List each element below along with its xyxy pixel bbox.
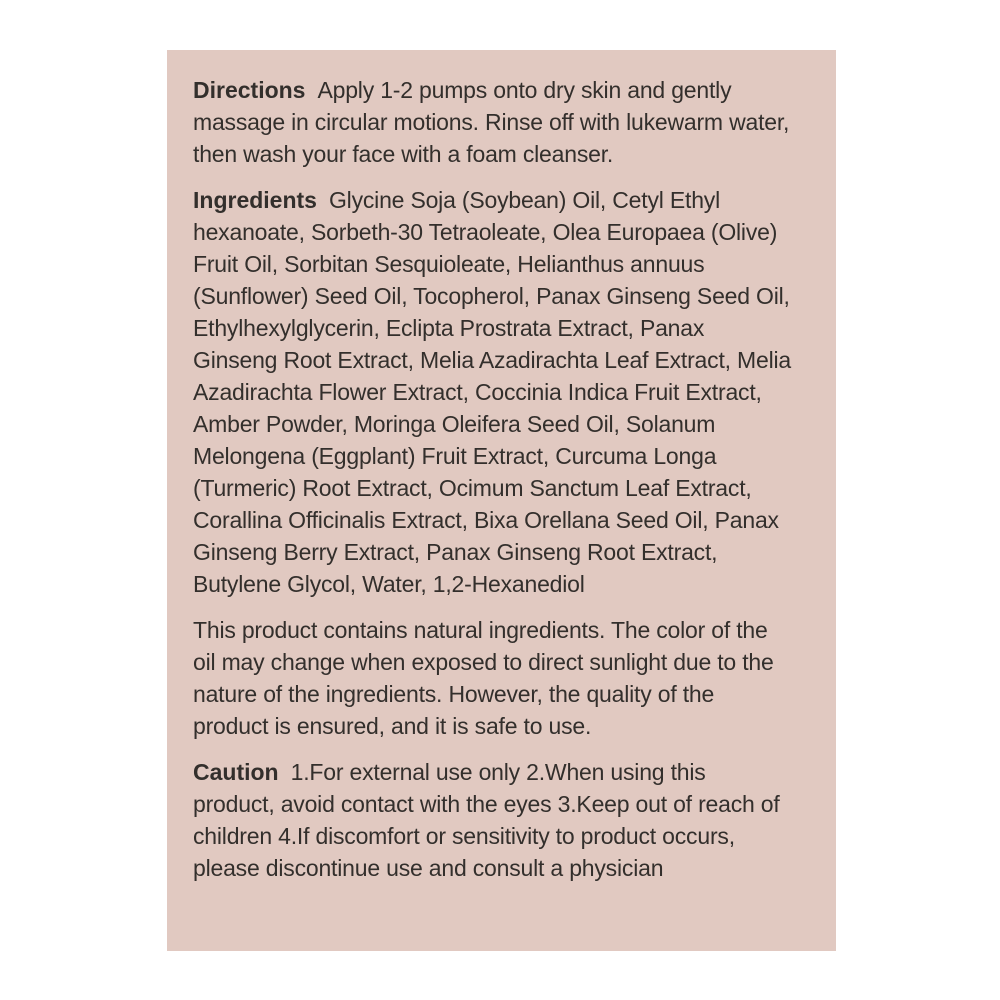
section-ingredients — [193, 184, 792, 600]
directions-text: Apply 1-2 pumps onto dry skin and gently massage in circular motions. Rinse off with lukewarm water, then wash your face with a foam cleanser. — [193, 77, 790, 167]
section-natural-ingredients-note — [193, 614, 792, 742]
ingredients-text: Glycine Soja (Soybean) Oil, Cetyl Ethyl hexanoate, Sorbeth-30 Tetraoleate, Olea Europaea (Olive) Fruit Oil, Sorbitan Sesquioleate, Helianthus annuus (Sunflower) Seed Oil, Tocopherol, Panax Ginseng Seed Oil, Ethylhexylglycerin, Eclipta Prostrata Extract, Panax Ginseng Root Extract, Melia Azadirachta Leaf Extract, Melia Azadirachta Flower Extract, Coccinia Indica Fruit Extract, Amber Powder, Moringa Oleifera Seed Oil, Solanum Melongena (Eggplant) Fruit Extract, Curcuma Longa (Turmeric) Root Extract, Ocimum Sanctum Leaf Extract, Corallina Officinalis Extract, Bixa Orellana Seed Oil, Panax Ginseng Berry Extract, Panax Ginseng Root Extract, Butylene Glycol, Water, 1,2-Hexanediol — [193, 187, 791, 597]
product-label-panel — [167, 50, 836, 951]
directions-heading: Directions — [193, 77, 306, 103]
ingredients-heading: Ingredients — [193, 187, 317, 213]
caution-text: 1.For external use only 2.When using this product, avoid contact with the eyes 3.Keep out of reach of children 4.If discomfort or sensitivity to product occurs, please discontinue use and consult a physician — [193, 759, 780, 881]
section-directions — [193, 74, 792, 170]
caution-heading: Caution — [193, 759, 279, 785]
natural-ingredients-note-text: This product contains natural ingredients. The color of the oil may change when exposed to direct sunlight due to the nature of the ingredients. However, the quality of the product is ensured, and it is safe to use. — [193, 617, 774, 739]
section-caution — [193, 756, 792, 884]
